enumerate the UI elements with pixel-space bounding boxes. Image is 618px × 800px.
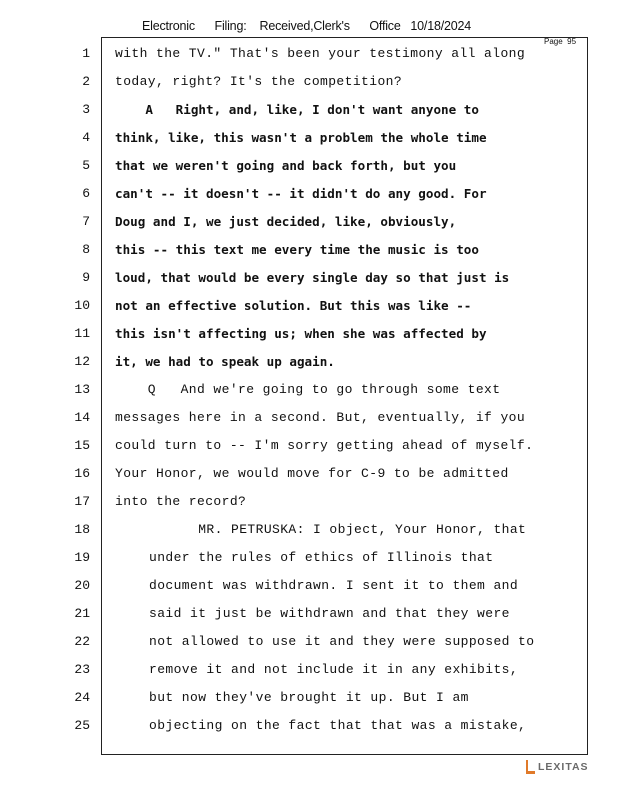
line-number: 19 — [74, 550, 90, 565]
line-number: 7 — [82, 214, 90, 229]
transcript-line: today, right? It's the competition? — [115, 74, 403, 89]
transcript-line: under the rules of ethics of Illinois that — [149, 550, 494, 565]
logo-text: LEXITAS — [538, 761, 589, 773]
transcript-line: Q And we're going to go through some text — [115, 382, 501, 397]
transcript-line: it, we had to speak up again. — [115, 354, 335, 369]
line-number: 20 — [74, 578, 90, 593]
transcript-line: MR. PETRUSKA: I object, Your Honor, that — [149, 522, 527, 537]
transcript-line: messages here in a second. But, eventually, if you — [115, 410, 526, 425]
line-number: 21 — [74, 606, 90, 621]
transcript-line: into the record? — [115, 494, 247, 509]
line-number: 23 — [74, 662, 90, 677]
lexitas-logo-icon — [524, 759, 536, 775]
transcript-line: that we weren't going and back forth, but you — [115, 158, 457, 173]
line-number: 24 — [74, 690, 90, 705]
line-number: 10 — [74, 298, 90, 313]
page-number: Page 95 — [544, 37, 577, 46]
transcript-line: could turn to -- I'm sorry getting ahead of myself. — [115, 438, 534, 453]
line-number: 1 — [82, 46, 90, 61]
transcript-line: Doug and I, we just decided, like, obviously, — [115, 214, 457, 229]
transcript-line: with the TV." That's been your testimony all along — [115, 46, 526, 61]
line-number: 8 — [82, 242, 90, 257]
transcript-line: Your Honor, we would move for C-9 to be admitted — [115, 466, 509, 481]
line-number: 16 — [74, 466, 90, 481]
transcript-line: this -- this text me every time the music is too — [115, 242, 479, 257]
line-number: 14 — [74, 410, 90, 425]
line-number: 6 — [82, 186, 90, 201]
transcript-line: objecting on the fact that that was a mistake, — [149, 718, 527, 733]
transcript-line: document was withdrawn. I sent it to them and — [149, 578, 519, 593]
line-number: 22 — [74, 634, 90, 649]
line-number: 5 — [82, 158, 90, 173]
line-number: 25 — [74, 718, 90, 733]
transcript-line: think, like, this wasn't a problem the whole time — [115, 130, 487, 145]
line-number: 9 — [82, 270, 90, 285]
line-number: 18 — [74, 522, 90, 537]
transcript-line: not allowed to use it and they were supposed to — [149, 634, 535, 649]
line-number: 17 — [74, 494, 90, 509]
line-number: 2 — [82, 74, 90, 89]
line-number: 13 — [74, 382, 90, 397]
line-number: 11 — [74, 326, 90, 341]
line-number: 4 — [82, 130, 90, 145]
transcript-line: remove it and not include it in any exhibits, — [149, 662, 519, 677]
line-number: 15 — [74, 438, 90, 453]
transcript-line: this isn't affecting us; when she was affected by — [115, 326, 487, 341]
line-number: 12 — [74, 354, 90, 369]
line-number: 3 — [82, 102, 90, 117]
transcript-line: can't -- it doesn't -- it didn't do any good. For — [115, 186, 487, 201]
lexitas-logo — [524, 758, 589, 776]
transcript-line: loud, that would be every single day so that just is — [115, 270, 510, 285]
transcript-line: said it just be withdrawn and that they were — [149, 606, 510, 621]
transcript-line: but now they've brought it up. But I am — [149, 690, 469, 705]
filing-stamp: Electronic Filing: Received,Clerk's Office 10/18/2024 — [142, 19, 471, 33]
transcript-line: not an effective solution. But this was like -- — [115, 298, 472, 313]
transcript-line: A Right, and, like, I don't want anyone to — [115, 102, 479, 117]
